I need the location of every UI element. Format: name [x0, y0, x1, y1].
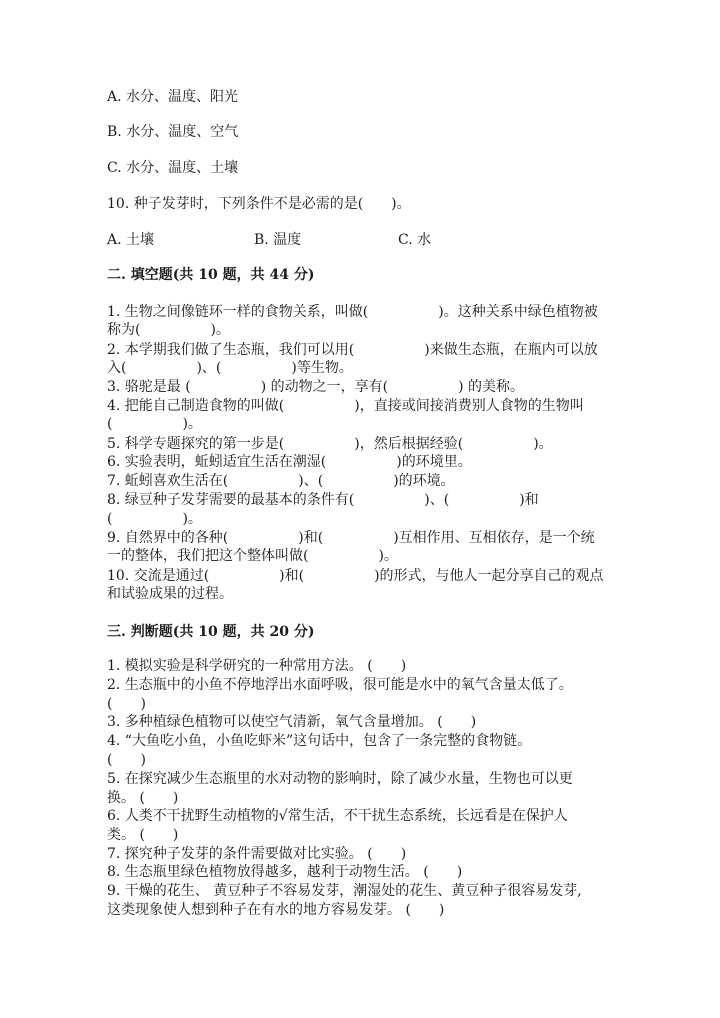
section3-line: 类。 ( ): [107, 827, 179, 843]
q9-option-a: A. 水分、温度、阳光: [107, 89, 239, 105]
q10-option-b: B. 温度: [254, 232, 302, 248]
section3-line: 5. 在探究减少生态瓶里的水对动物的影响时，除了减少水量，生物也可以更: [107, 771, 573, 787]
section3-line: 7. 探究种子发芽的条件需要做对比实验。 ( ): [107, 846, 407, 862]
section3-line: ( ): [107, 752, 146, 768]
section2-line: 10. 交流是通过( )和( )的形式，与他人一起分享自己的观点: [107, 568, 604, 584]
section2-line: 一的整体，我们把这个整体叫做( )。: [107, 548, 398, 564]
section2-line: ( )。: [107, 511, 202, 527]
section2-line: 和试验成果的过程。: [107, 586, 233, 602]
section3-line: 2. 生态瓶中的小鱼不停地浮出水面呼吸，很可能是水中的氧气含量太低了。: [107, 677, 573, 693]
section2-line: 1. 生物之间像链环一样的食物关系，叫做( )。这种关系中绿色植物被: [107, 304, 598, 320]
section2-line: 7. 蚯蚓喜欢生活在( )、( )的环境。: [107, 473, 455, 489]
section2-line: 5. 科学专题探究的第一步是( )，然后根据经验( )。: [107, 436, 553, 452]
q10-option-a: A. 土壤: [107, 232, 155, 248]
q10-option-c: C. 水: [398, 232, 432, 248]
section3-line: 这类现象使人想到种子在有水的地方容易发芽。 ( ): [107, 902, 445, 918]
q9-option-c: C. 水分、温度、土壤: [107, 160, 239, 176]
section2-line: ( )。: [107, 416, 202, 432]
section2-line: 9. 自然界中的各种( )和( )互相作用、互相依存，是一个统: [107, 530, 595, 546]
section3-line: 4. “大鱼吃小鱼，小鱼吃虾米”这句话中，包含了一条完整的食物链。: [107, 733, 532, 749]
section3-line: 1. 模拟实验是科学研究的一种常用方法。 ( ): [107, 658, 407, 674]
section2-line: 4. 把能自己制造食物的叫做( )，直接或间接消费别人食物的生物叫: [107, 398, 584, 414]
section2-line: 3. 骆驼是最 ( ) 的动物之一，享有( ) 的美称。: [107, 379, 525, 395]
section3-line: ( ): [107, 696, 146, 712]
section3-line: 8. 生态瓶里绿色植物放得越多，越利于动物生活。 ( ): [107, 864, 463, 880]
section2-line: 8. 绿豆种子发芽需要的最基本的条件有( )、( )和: [107, 492, 539, 508]
section3-heading: 三. 判断题(共 10 题，共 20 分): [107, 624, 315, 640]
section3-line: 6. 人类不干扰野生动植物的√常生活，不干扰生态系统，长远看是在保护人: [107, 808, 568, 824]
section2-line: 称为( )。: [107, 322, 230, 338]
section2-line: 入( )、( )等生物。: [107, 360, 353, 376]
section3-line: 换。 ( ): [107, 790, 179, 806]
section2-heading: 二. 填空题(共 10 题，共 44 分): [107, 267, 315, 283]
section2-line: 2. 本学期我们做了生态瓶，我们可以用( )来做生态瓶，在瓶内可以放: [107, 342, 598, 358]
section3-line: 3. 多种植绿色植物可以使空气清新，氧气含量增加。 ( ): [107, 714, 477, 730]
section2-line: 6. 实验表明，蚯蚓适宜生活在潮湿( )的环境里。: [107, 454, 472, 470]
q9-option-b: B. 水分、温度、空气: [107, 124, 239, 140]
section3-line: 9. 干燥的花生、 黄豆种子不容易发芽，潮湿处的花生、黄豆种子很容易发芽,: [107, 883, 582, 899]
q10-stem: 10. 种子发芽时，下列条件不是必需的是( )。: [107, 196, 411, 212]
